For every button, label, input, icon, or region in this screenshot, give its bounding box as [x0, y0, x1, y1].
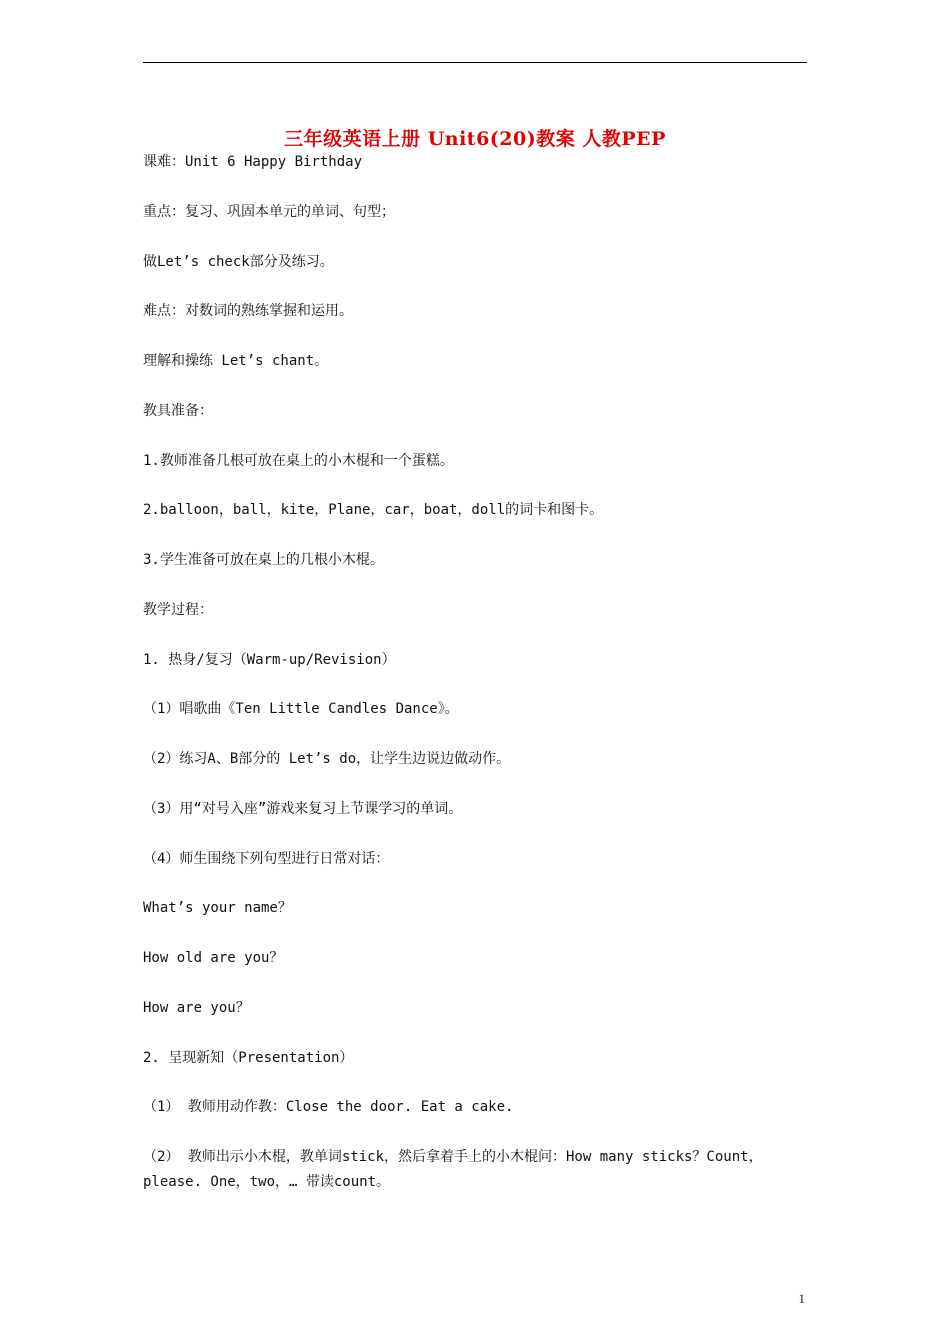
text-line: 2. 呈现新知（Presentation）: [143, 1050, 354, 1066]
page-number: 1: [798, 1291, 805, 1306]
text-line: What’s your name？: [143, 900, 292, 916]
text-line: How old are you？: [143, 950, 284, 966]
text-line: （1）唱歌曲《Ten Little Candles Dance》。: [143, 701, 459, 717]
text-line: 做Let’s check部分及练习。: [143, 254, 334, 270]
text-line: How are you？: [143, 1000, 250, 1016]
text-line: 教具准备：: [143, 403, 213, 419]
text-line: 1.教师准备几根可放在桌上的小木棍和一个蛋糕。: [143, 453, 454, 469]
text-line: （2） 教师出示小木棍，教单词stick，然后拿着手上的小木棍问：How many sticks？Count，please. One，two，… 带读count。: [143, 1149, 763, 1190]
document-title: 三年级英语上册 Unit6(20)教案 人教PEP: [284, 128, 666, 150]
text-line: 重点：复习、巩固本单元的单词、句型；: [143, 204, 395, 220]
text-line: （1） 教师用动作教：Close the door. Eat a cake.: [143, 1099, 514, 1115]
text-line: 教学过程：: [143, 602, 213, 618]
text-line: （2）练习A、B部分的 Let’s do，让学生边说边做动作。: [143, 751, 511, 767]
header-rule: [143, 62, 807, 63]
text-line: （4）师生围绕下列句型进行日常对话：: [143, 851, 390, 867]
text-line: 2.balloon，ball，kite，Plane，car，boat，doll的词卡和图卡。: [143, 502, 604, 518]
text-line: 3.学生准备可放在桌上的几根小木棍。: [143, 552, 384, 568]
text-line: 难点：对数词的熟练掌握和运用。: [143, 303, 353, 319]
text-line: 课难：Unit 6 Happy Birthday: [143, 154, 363, 170]
text-line: 理解和操练 Let’s chant。: [143, 353, 329, 369]
text-line: 1. 热身/复习（Warm-up/Revision）: [143, 652, 396, 668]
text-line: （3）用“对号入座”游戏来复习上节课学习的单词。: [143, 801, 463, 817]
